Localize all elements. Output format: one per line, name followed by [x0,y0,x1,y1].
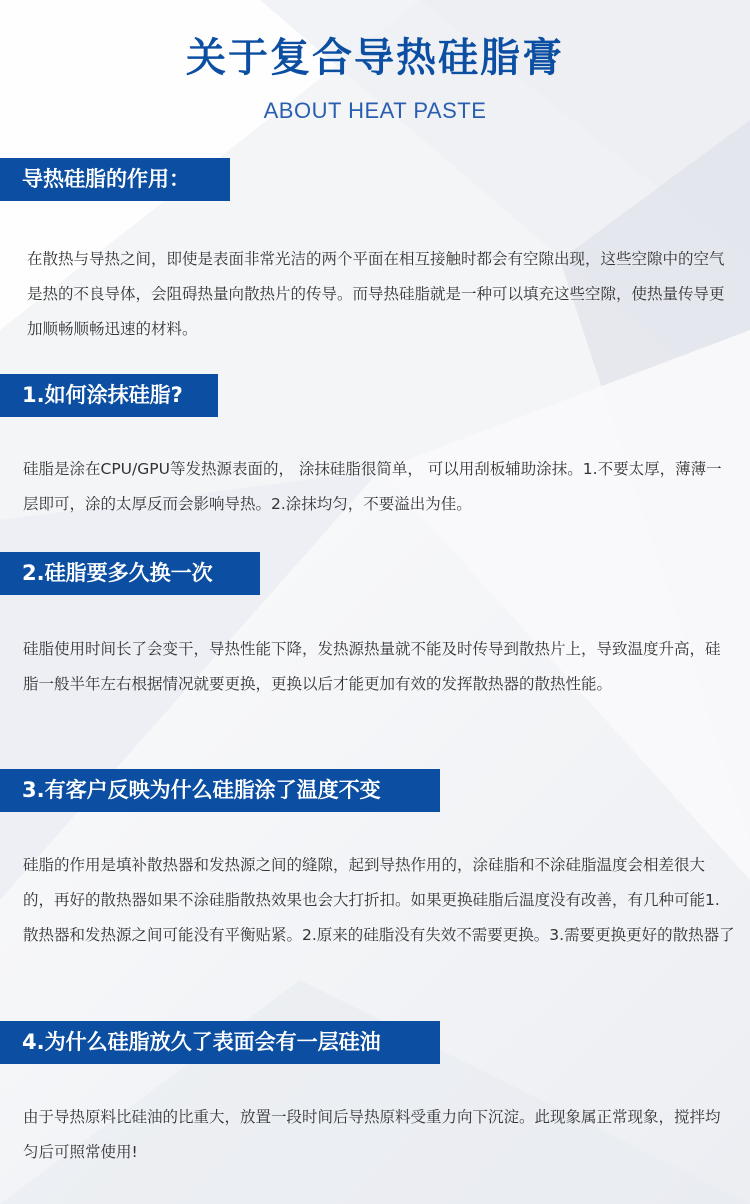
section-title-replace-frequency: 2.硅脂要多久换一次 [0,552,260,595]
page-subtitle: ABOUT HEAT PASTE [263,98,487,123]
section-title-how-to-apply: 1.如何涂抹硅脂? [0,374,218,417]
section-title-function: 导热硅脂的作用： [0,158,230,201]
section-text-how-to-apply: 硅脂是涂在CPU/GPU等发热源表面的， 涂抹硅脂很简单， 可以用刮板辅助涂抹。1.不要太厚，薄薄一层即可，涂的太厚反而会影响导热。2.涂抹均匀，不要溢出为佳。 [23,460,722,513]
page-title: 关于复合导热硅脂膏 [186,35,564,81]
section-text-temperature: 硅脂的作用是填补散热器和发热源之间的缝隙，起到导热作用的，涂硅脂和不涂硅脂温度会相差很大的，再好的散热器如果不涂硅脂散热效果也会大打折扣。如果更换硅脂后温度没有改善，有几种可能1.散热器和发热源之间可能没有平衡贴紧。2.原来的硅脂没有失效不需要更换。3.需要更换更好的散热器了 [23,856,735,944]
section-title-silicone-oil: 4.为什么硅脂放久了表面会有一层硅油 [0,1021,440,1064]
section-text-function: 在散热与导热之间，即使是表面非常光洁的两个平面在相互接触时都会有空隙出现，这些空隙中的空气是热的不良导体，会阻碍热量向散热片的传导。而导热硅脂就是一种可以填充这些空隙，使热量传导更加顺畅顺畅迅速的材料。 [27,250,725,338]
section-title-temperature: 3.有客户反映为什么硅脂涂了温度不变 [0,769,440,812]
section-text-silicone-oil: 由于导热原料比硅油的比重大，放置一段时间后导热原料受重力向下沉淀。此现象属正常现象，搅拌均匀后可照常使用! [23,1108,721,1161]
section-text-replace-frequency: 硅脂使用时间长了会变干，导热性能下降，发热源热量就不能及时传导到散热片上，导致温度升高，硅脂一般半年左右根据情况就要更换，更换以后才能更加有效的发挥散热器的散热性能。 [23,640,721,693]
